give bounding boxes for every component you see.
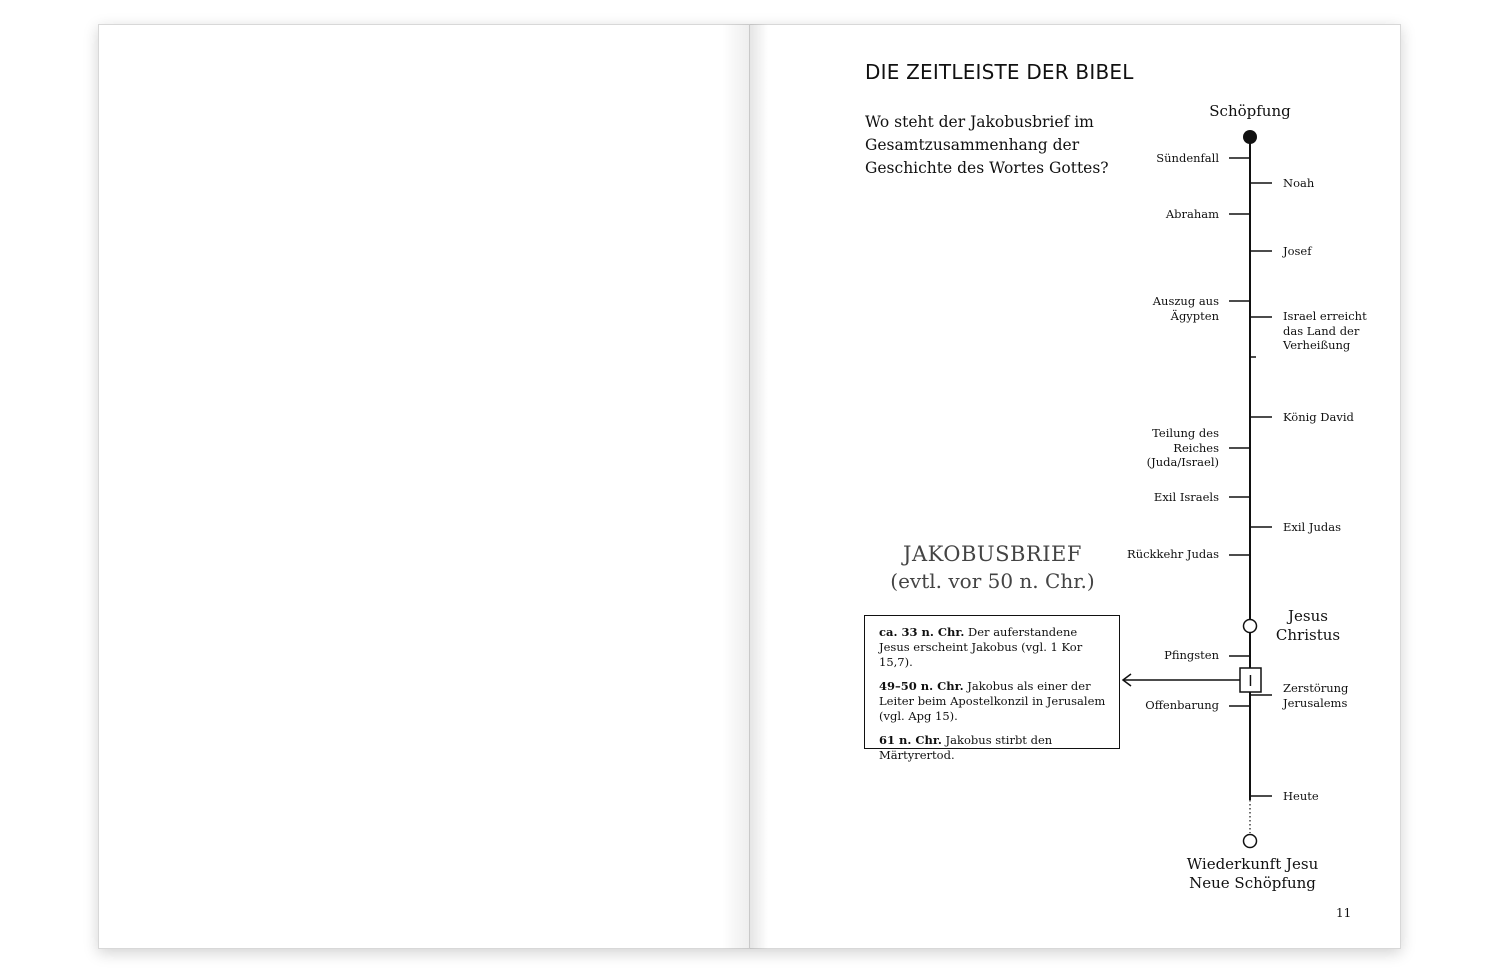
jakobus-entry-date: 61 n. Chr.	[879, 733, 942, 747]
label-zerstoerung-line-2: Jerusalems	[1283, 695, 1348, 710]
label-zerstoerung-line-1: Zerstörung	[1283, 681, 1349, 695]
label-suendenfall: Sündenfall	[1156, 151, 1219, 165]
page-number: 11	[1336, 906, 1352, 920]
jakobus-info-box	[864, 615, 1120, 762]
page-title: DIE ZEITLEISTE DER BIBEL	[865, 60, 1134, 84]
label-abraham: Abraham	[1165, 207, 1219, 221]
label-teilung	[1119, 426, 1219, 470]
label-josef: Josef	[1283, 244, 1312, 258]
jakobus-entry-date: 49–50 n. Chr.	[879, 679, 964, 693]
label-teilung-line-3: (Juda/Israel)	[1146, 455, 1219, 469]
jakobus-heading	[865, 540, 1120, 594]
label-rueckkehr: Rückkehr Judas	[1127, 547, 1219, 561]
label-david: König David	[1283, 410, 1354, 424]
jakobus-entry-text: Jakobus als einer der Leiter beim Apostelkonzil in Jerusalem (vgl. Apg 15).	[879, 679, 1106, 723]
jesus-circle	[1244, 620, 1257, 633]
label-auszug	[1119, 294, 1219, 323]
jakobus-subtitle: (evtl. vor 50 n. Chr.)	[890, 569, 1095, 593]
label-zerstoerung	[1283, 681, 1348, 710]
intro-question: Wo steht der Jakobusbrief im Gesamtzusammenhang der Geschichte des Wortes Gottes?	[865, 113, 1109, 177]
label-israel	[1283, 309, 1367, 353]
label-auszug-line-1: Auszug aus	[1152, 294, 1219, 308]
label-schoepfung: Schöpfung	[1209, 102, 1291, 120]
label-teilung-line-1: Teilung des	[1152, 426, 1219, 440]
label-jesus-line-2: Christus	[1275, 626, 1341, 644]
start-dot	[1243, 130, 1257, 144]
jakobus-entry	[879, 733, 1108, 763]
label-israel-line-1: Israel erreicht	[1283, 309, 1367, 323]
label-offenbarung: Offenbarung	[1145, 698, 1219, 712]
label-israel-line-3: Verheißung	[1283, 338, 1351, 352]
end-circle	[1244, 835, 1257, 848]
label-exil-judas: Exil Judas	[1283, 520, 1342, 534]
label-wiederkunft-line-2: Neue Schöpfung	[1189, 874, 1316, 892]
label-exil-israels: Exil Israels	[1153, 490, 1219, 504]
jakobus-entry	[879, 625, 1108, 670]
jakobus-marker-letter: I	[1248, 672, 1253, 690]
label-wiederkunft	[1180, 855, 1325, 893]
jakobus-entry	[879, 679, 1108, 724]
jakobus-entry-text: Der auferstandene Jesus erscheint Jakobus (vgl. 1 Kor 15,7).	[879, 625, 1083, 669]
label-jesus-christus	[1263, 607, 1353, 645]
label-heute: Heute	[1283, 789, 1319, 803]
jakobus-entry-text: Jakobus stirbt den Märtyrertod.	[879, 733, 1053, 762]
jakobus-entry-date: ca. 33 n. Chr.	[879, 625, 965, 639]
label-israel-line-2: das Land der	[1283, 323, 1360, 338]
jakobus-title: JAKOBUSBRIEF	[903, 542, 1082, 566]
label-jesus-line-1: Jesus	[1288, 607, 1328, 625]
label-auszug-line-2: Ägypten	[1170, 308, 1219, 323]
label-pfingsten: Pfingsten	[1164, 648, 1219, 662]
label-noah: Noah	[1283, 176, 1315, 190]
label-wiederkunft-line-1: Wiederkunft Jesu	[1186, 855, 1319, 873]
label-teilung-line-2: Reiches	[1173, 440, 1219, 455]
